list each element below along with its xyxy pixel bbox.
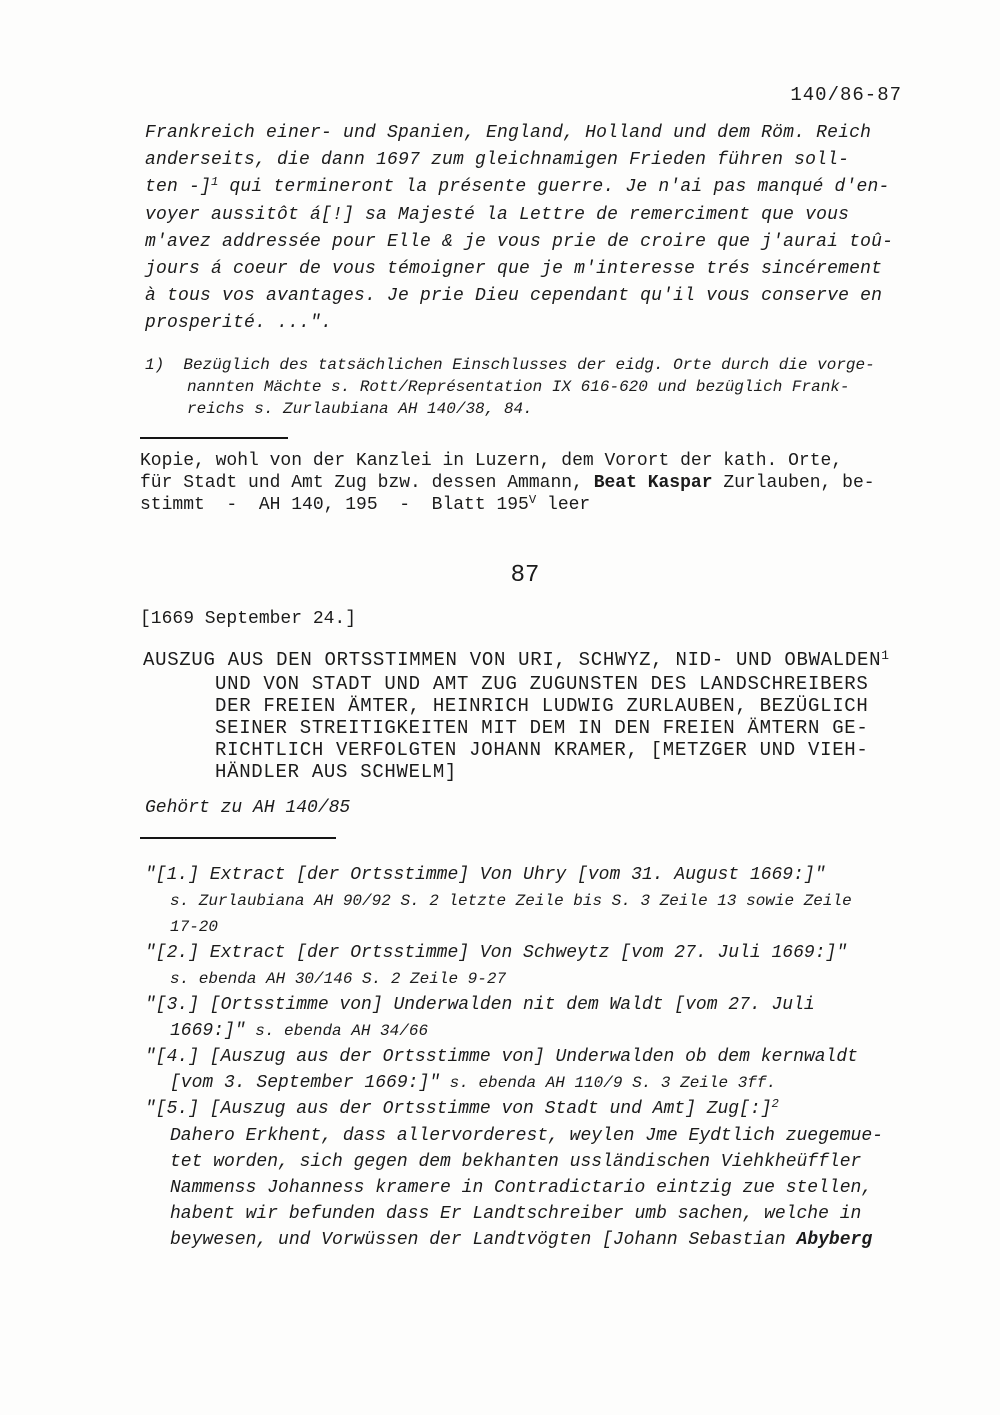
- text-line: [170, 966, 883, 992]
- text-segment: DER FREIEN ÄMTER, HEINRICH LUDWIG ZURLAUBEN, BEZÜGLICH: [215, 695, 869, 717]
- text-line: [170, 1149, 883, 1175]
- extract-list-block: [145, 862, 883, 1253]
- text-line: [187, 376, 875, 398]
- text-line: [170, 1018, 883, 1044]
- bold-text: Beat Kaspar: [593, 473, 713, 493]
- text-segment: Frankreich einer- und Spanien, England, Holland und dem Röm. Reich: [145, 123, 872, 143]
- text-segment: nannten Mächte s. Rott/Représentation IX 616-620 und bezüglich Frank-: [187, 378, 850, 396]
- section-separator-rule: [140, 837, 336, 839]
- text-segment: 1669:]": [170, 1021, 246, 1041]
- text-segment: qui termineront la présente guerre. Je n'ai pas manqué d'en-: [218, 177, 890, 197]
- superscript-text: V: [528, 492, 537, 507]
- reference-text: s. ebenda AH 110/9 S. 3 Zeile 3ff.: [440, 1074, 777, 1092]
- text-line: [170, 1201, 883, 1227]
- text-line: [145, 120, 893, 147]
- text-segment: beywesen, und Vorwüssen der Landtvögten [Johann Sebastian: [170, 1230, 797, 1250]
- text-line: [215, 739, 889, 761]
- text-segment: prosperité. ...".: [145, 313, 333, 333]
- reference-text: s. Zurlaubiana AH 90/92 S. 2 letzte Zeile bis S. 3 Zeile 13 sowie Zeile: [170, 892, 852, 910]
- superscript-text: 1: [211, 174, 219, 189]
- text-line: [145, 310, 893, 337]
- text-segment: leer: [536, 495, 591, 515]
- text-segment: [vom 3. September 1669:]": [170, 1073, 441, 1093]
- text-line: [215, 761, 889, 783]
- text-line: [140, 494, 875, 517]
- text-segment: à tous vos avantages. Je prie Dieu cependant qu'il vous conserve en: [145, 286, 883, 306]
- text-line: [170, 888, 883, 914]
- text-segment: voyer aussitôt á[!] sa Majesté la Lettre de remerciment que vous: [145, 205, 850, 225]
- text-line: [145, 174, 893, 202]
- text-line: [170, 914, 883, 940]
- text-line: [170, 1123, 883, 1149]
- belongs-note: Gehört zu AH 140/85: [145, 798, 351, 818]
- superscript-text: 1: [881, 647, 889, 663]
- text-segment: AUSZUG AUS DEN ORTSSTIMMEN VON URI, SCHWYZ, NID- UND OBWALDEN: [143, 649, 882, 671]
- reference-text: s. ebenda AH 34/66: [245, 1022, 429, 1040]
- text-segment: ten -]: [145, 177, 212, 197]
- reference-text: s. ebenda AH 30/146 S. 2 Zeile 9-27: [170, 970, 507, 988]
- text-segment: Zurlauben, be-: [712, 473, 875, 493]
- superscript-text: 2: [771, 1096, 779, 1111]
- document-date: [1669 September 24.]: [140, 609, 357, 629]
- french-quote-block: [145, 120, 893, 337]
- document-title-block: [143, 649, 889, 783]
- text-segment: habent wir befunden dass Er Landtschreiber umb sachen, welche in: [170, 1204, 862, 1224]
- text-line: [145, 202, 893, 229]
- text-segment: reichs s. Zurlaubiana AH 140/38, 84.: [187, 400, 533, 418]
- text-segment: Kopie, wohl von der Kanzlei in Luzern, dem Vorort der kath. Orte,: [140, 451, 843, 471]
- text-line: [143, 649, 889, 673]
- text-line: [140, 450, 875, 472]
- text-line: [215, 717, 889, 739]
- text-segment: "[2.] Extract [der Ortsstimme] Von Schweytz [vom 27. Juli 1669:]": [145, 943, 848, 963]
- text-line: [145, 992, 883, 1018]
- text-segment: tet worden, sich gegen dem bekhanten ussländischen Viehkheüffler: [170, 1152, 862, 1172]
- text-line: [145, 147, 893, 174]
- copy-note-block: [140, 450, 875, 517]
- footnote-separator-rule: [140, 437, 288, 439]
- page-reference-header: 140/86-87: [790, 84, 902, 106]
- reference-text: 17-20: [170, 918, 219, 936]
- text-line: [145, 940, 883, 966]
- text-line: [145, 229, 893, 256]
- text-segment: UND VON STADT UND AMT ZUG ZUGUNSTEN DES LANDSCHREIBERS: [215, 673, 869, 695]
- text-line: [145, 283, 893, 310]
- text-segment: "[1.] Extract [der Ortsstimme] Von Uhry [vom 31. August 1669:]": [145, 865, 826, 885]
- text-segment: jours á coeur de vous témoigner que je m'interesse trés sincérement: [145, 259, 883, 279]
- text-line: [215, 695, 889, 717]
- text-line: [145, 862, 883, 888]
- text-segment: Nammenss Johanness kramere in Contradictario eintzig zue stellen,: [170, 1178, 873, 1198]
- text-segment: "[3.] [Ortsstimme von] Underwalden nit dem Waldt [vom 27. Juli: [145, 995, 815, 1015]
- text-line: [140, 472, 875, 494]
- text-line: [215, 673, 889, 695]
- text-segment: "[4.] [Auszug aus der Ortsstimme von] Underwalden ob dem kernwaldt: [145, 1047, 858, 1067]
- text-segment: Dahero Erkhent, dass allervorderest, weylen Jme Eydtlich zuegemue-: [170, 1126, 883, 1146]
- footnote-block: [145, 354, 875, 420]
- text-segment: für Stadt und Amt Zug bzw. dessen Ammann,: [140, 473, 594, 493]
- text-line: [145, 1044, 883, 1070]
- text-segment: "[5.] [Auszug aus der Ortsstimme von Stadt und Amt] Zug[:]: [145, 1099, 772, 1119]
- text-segment: RICHTLICH VERFOLGTEN JOHANN KRAMER, [METZGER UND VIEH-: [215, 739, 869, 761]
- text-line: [170, 1070, 883, 1096]
- text-line: [170, 1175, 883, 1201]
- text-line: [187, 398, 875, 420]
- text-line: [145, 354, 875, 376]
- text-segment: stimmt - AH 140, 195 - Blatt 195: [140, 495, 529, 515]
- text-segment: 1) Bezüglich des tatsächlichen Einschlusses der eidg. Orte durch die vorge-: [145, 356, 875, 374]
- text-segment: SEINER STREITIGKEITEN MIT DEM IN DEN FREIEN ÄMTERN GE-: [215, 717, 869, 739]
- bold-italic-text: Abyberg: [796, 1230, 873, 1250]
- text-segment: m'avez addressée pour Elle & je vous prie de croire que j'aurai toû-: [145, 232, 894, 252]
- text-line: [145, 256, 893, 283]
- text-segment: anderseits, die dann 1697 zum gleichnamigen Frieden führen soll-: [145, 150, 850, 170]
- text-segment: HÄNDLER AUS SCHWELM]: [215, 761, 458, 783]
- text-line: [145, 1096, 883, 1123]
- document-number: 87: [510, 562, 540, 589]
- text-line: [170, 1227, 883, 1253]
